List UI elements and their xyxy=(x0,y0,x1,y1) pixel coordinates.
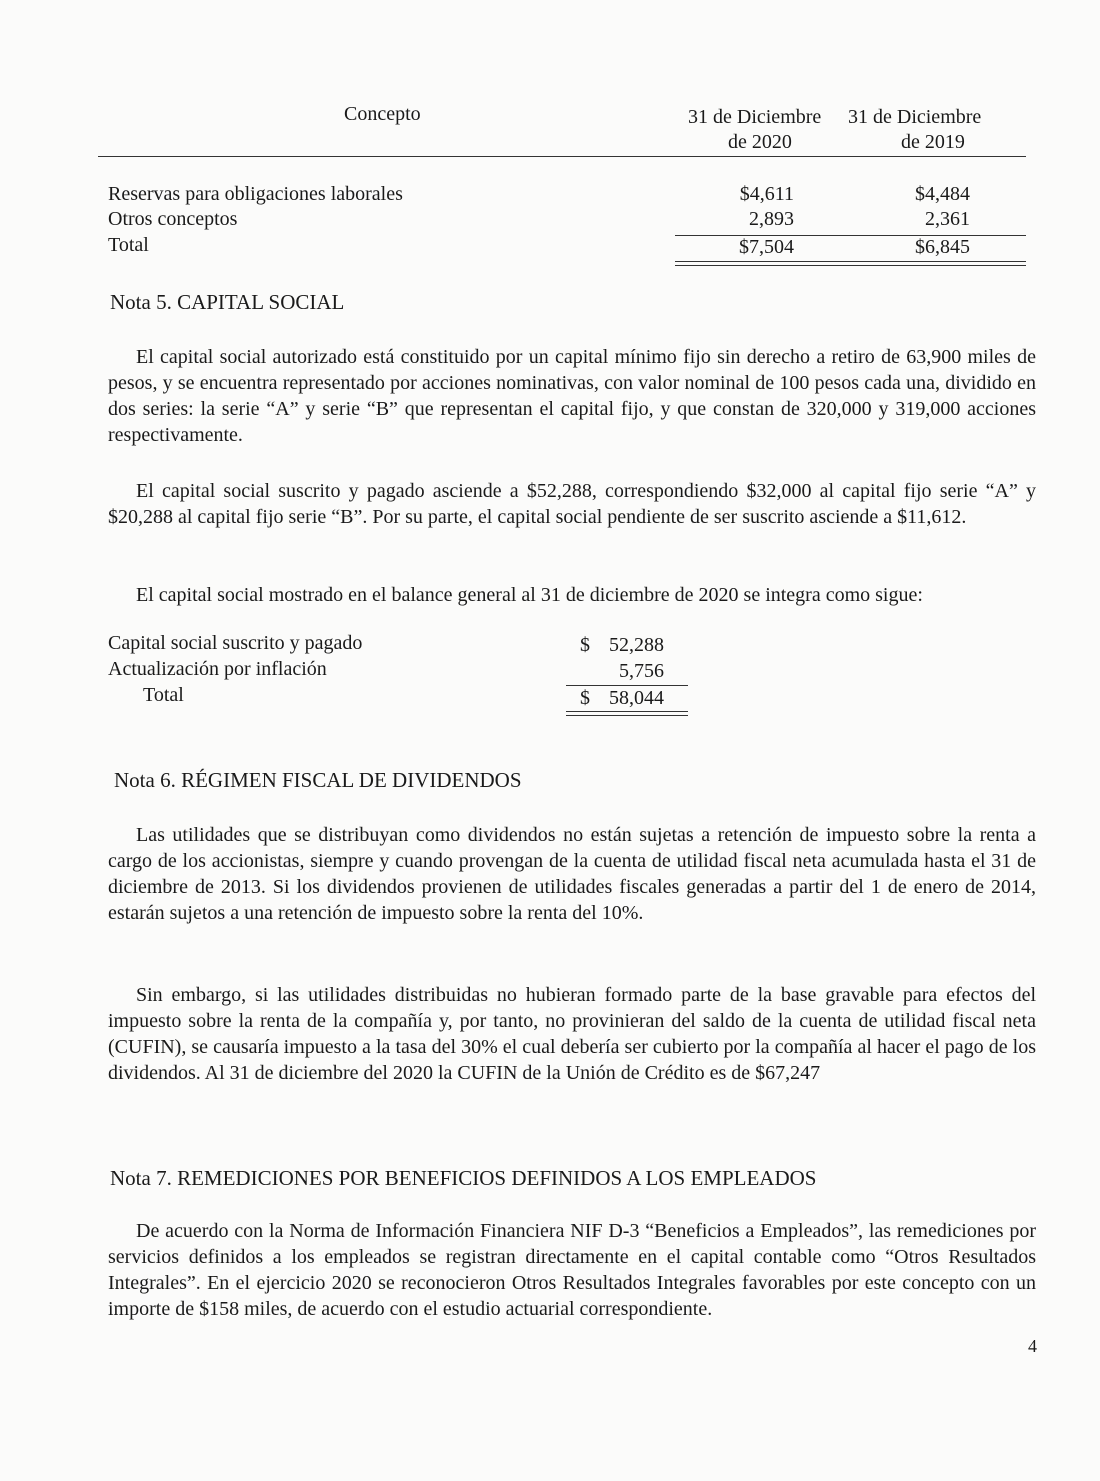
nota7-heading: Nota 7. REMEDICIONES POR BENEFICIOS DEFINIDOS A LOS EMPLEADOS xyxy=(110,1166,817,1190)
table1-row-value-2019: $4,484 xyxy=(915,183,970,205)
table1-header-2019-line2: de 2019 xyxy=(901,131,965,153)
nota5-heading: Nota 5. CAPITAL SOCIAL xyxy=(110,290,345,314)
table1-header-concepto: Concepto xyxy=(344,103,421,125)
capital-row-sign: $ xyxy=(580,634,590,656)
capital-row-value: 5,756 xyxy=(619,660,664,682)
table1-row-label: Otros conceptos xyxy=(108,208,238,230)
nota6-heading: Nota 6. RÉGIMEN FISCAL DE DIVIDENDOS xyxy=(114,768,522,792)
table1-header-rule xyxy=(98,156,1026,157)
capital-total-double-rule xyxy=(566,715,688,716)
table1-total-double-rule xyxy=(675,265,1026,266)
table1-header-2020-line2: de 2020 xyxy=(728,131,792,153)
table1-row-value-2020: 2,893 xyxy=(749,208,794,230)
table1-total-double-rule xyxy=(675,261,1026,262)
capital-total-sign: $ xyxy=(580,687,590,709)
table1-row-value-2019: 2,361 xyxy=(925,208,970,230)
table1-row-label: Reservas para obligaciones laborales xyxy=(108,183,403,205)
table1-row-value-2020: $4,611 xyxy=(739,183,794,205)
capital-total-double-rule xyxy=(566,711,688,712)
nota7-paragraph-1: De acuerdo con la Norma de Información Financiera NIF D-3 “Beneficios a Empleados”, las remediciones por servicios definidos a los empleados se registran directamente en el capital contable como “Otros Resultados Integrales”. En el ejercicio 2020 se reconocieron Otros Resultados Integrales favorables por este concepto con un importe de $158 miles, de acuerdo con el estudio actuarial correspondiente. xyxy=(108,1220,1036,1320)
table1-header-2020-line1: 31 de Diciembre xyxy=(688,106,822,128)
nota6-paragraph-2: Sin embargo, si las utilidades distribuidas no hubieran formado parte de la base gravable para efectos del impuesto sobre la renta de la compañía y, por tanto, no provinieran del saldo de la cuenta de utilidad fiscal neta (CUFIN), se causaría impuesto a la tasa del 30% el cual debería ser cubierto por la compañía al hacer el pago de los dividendos. Al 31 de diciembre del 2020 la CUFIN de la Unión de Crédito es de $67,247 xyxy=(108,984,1036,1084)
nota6-paragraph-1: Las utilidades que se distribuyan como dividendos no están sujetas a retención de impuesto sobre la renta a cargo de los accionistas, siempre y cuando provengan de la cuenta de utilidad fiscal neta acumulada hasta el 31 de diciembre de 2013. Si los dividendos provienen de utilidades fiscales generadas a partir del 1 de enero de 2014, estarán sujetos a una retención de impuesto sobre la renta del 10%. xyxy=(108,824,1036,924)
capital-total-value: 58,044 xyxy=(609,687,664,709)
capital-total-label: Total xyxy=(143,684,184,706)
nota5-paragraph-2: El capital social suscrito y pagado asciende a $52,288, correspondiendo $32,000 al capital fijo serie “A” y $20,288 al capital fijo serie “B”. Por su parte, el capital social pendiente de ser suscrito asciende a $11,612. xyxy=(108,480,1036,528)
table1-total-label: Total xyxy=(108,234,149,256)
table1-header-2019-line1: 31 de Diciembre xyxy=(848,106,982,128)
table1-total-value-2020: $7,504 xyxy=(739,236,794,258)
nota5-paragraph-1: El capital social autorizado está constituido por un capital mínimo fijo sin derecho a retiro de 63,900 miles de pesos, y se encuentra representado por acciones nominativas, con valor nominal de 100 pesos cada una, dividido en dos series: la serie “A” y serie “B” que representan el capital fijo, y que constan de 320,000 y 319,000 acciones respectivamente. xyxy=(108,346,1036,446)
capital-subtotal-rule xyxy=(566,685,688,686)
page-number: 4 xyxy=(1028,1336,1037,1356)
capital-row-value: 52,288 xyxy=(609,634,664,656)
capital-row-label: Capital social suscrito y pagado xyxy=(108,632,363,654)
capital-row-label: Actualización por inflación xyxy=(108,658,327,680)
table1-total-value-2019: $6,845 xyxy=(915,236,970,258)
nota5-paragraph-3: El capital social mostrado en el balance general al 31 de diciembre de 2020 se integra como sigue: xyxy=(136,584,923,606)
